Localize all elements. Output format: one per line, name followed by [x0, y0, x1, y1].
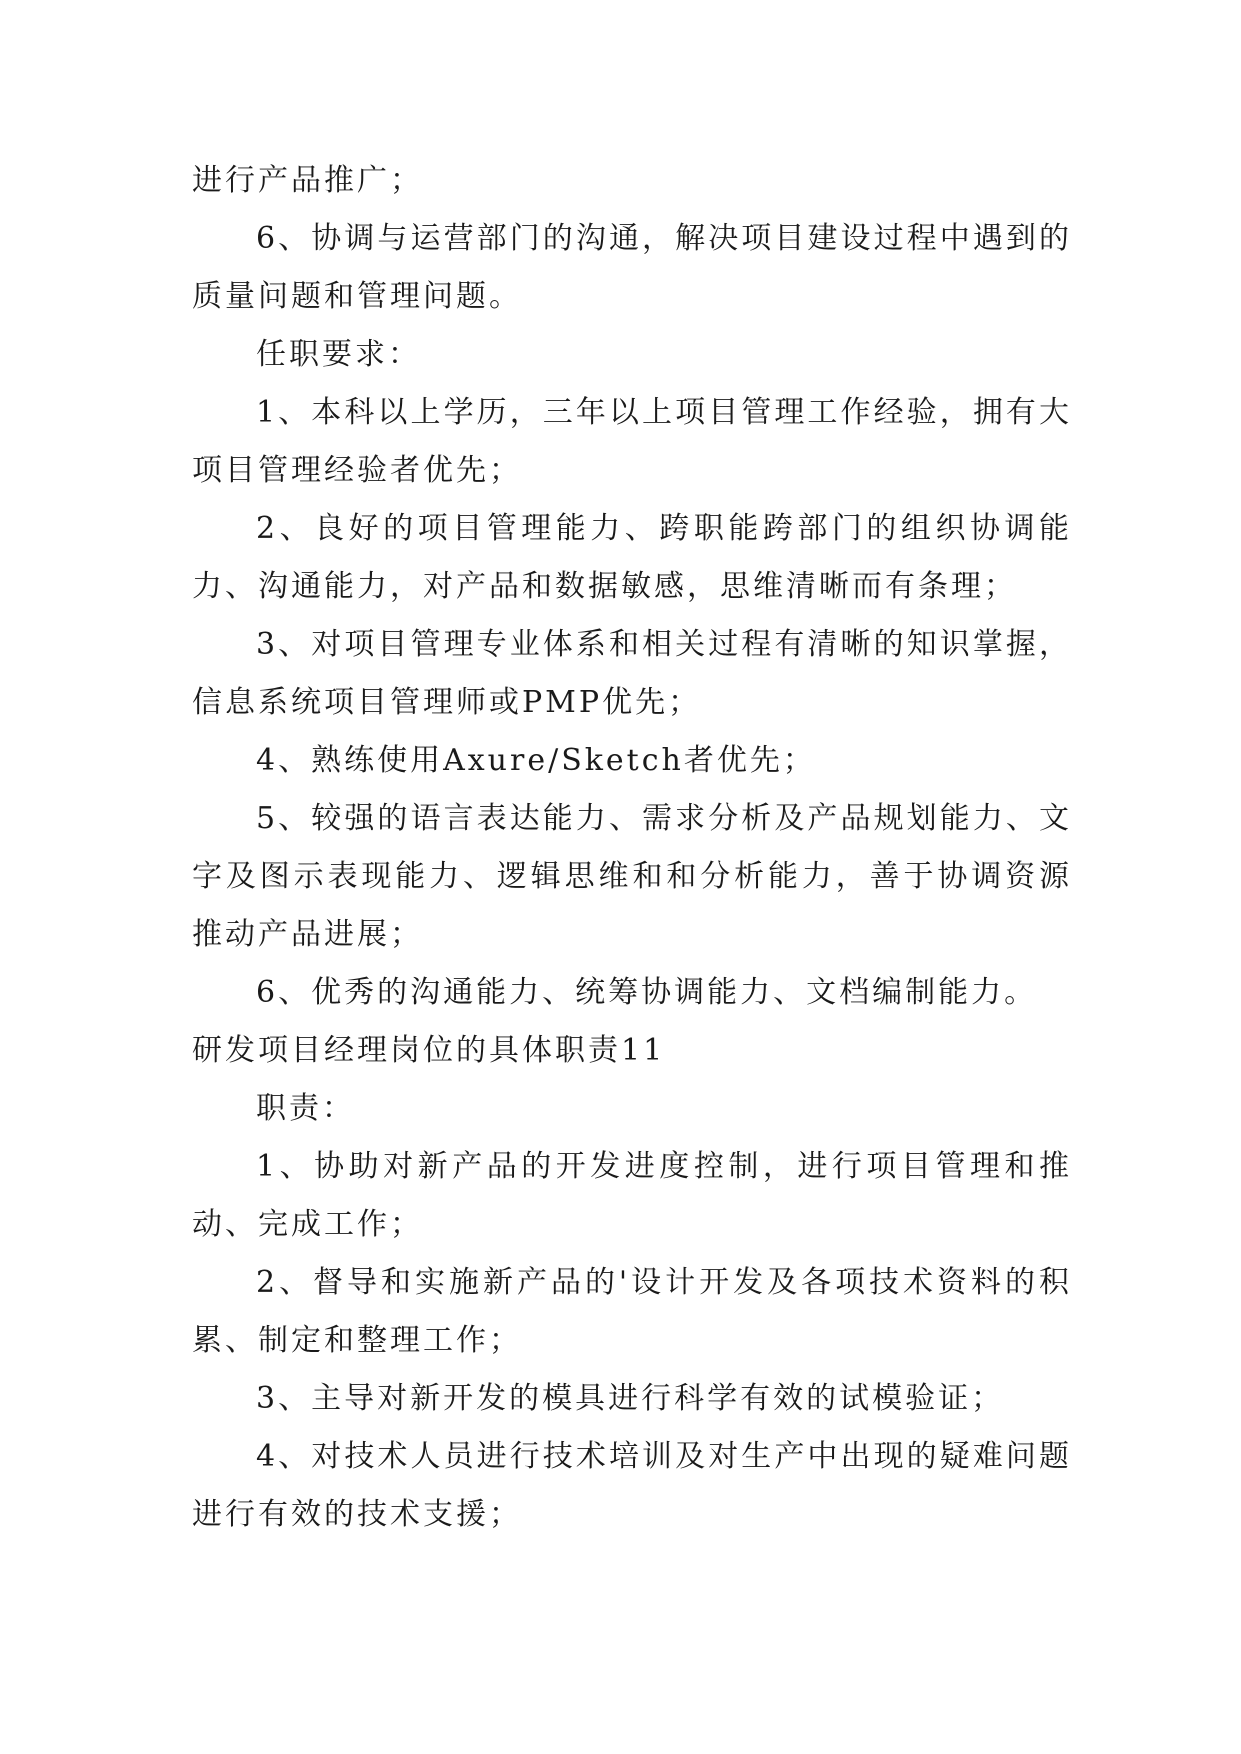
paragraph-13: 2、督导和实施新产品的'设计开发及各项技术资料的积累、制定和整理工作；	[192, 1265, 1072, 1358]
paragraph-14: 3、主导对新开发的模具进行科学有效的试模验证；	[256, 1381, 1005, 1416]
paragraph-6: 3、对项目管理专业体系和相关过程有清晰的知识掌握，信息系统项目管理师或PMP优先；	[192, 627, 1072, 720]
paragraph-2: 6、协调与运营部门的沟通，解决项目建设过程中遇到的质量问题和管理问题。	[192, 221, 1072, 314]
paragraph-5: 2、良好的项目管理能力、跨职能跨部门的组织协调能力、沟通能力，对产品和数据敏感，思维清晰而有条理；	[192, 511, 1072, 604]
paragraph-15: 4、对技术人员进行技术培训及对生产中出现的疑难问题进行有效的技术支援；	[192, 1439, 1072, 1532]
paragraph-1: 进行产品推广；	[192, 163, 423, 198]
paragraph-4: 1、本科以上学历，三年以上项目管理工作经验，拥有大项目管理经验者优先；	[192, 395, 1072, 488]
paragraph-8: 5、较强的语言表达能力、需求分析及产品规划能力、文字及图示表现能力、逻辑思维和和分析能力，善于协调资源推动产品进展；	[192, 801, 1072, 952]
paragraph-12: 1、协助对新产品的开发进度控制，进行项目管理和推动、完成工作；	[192, 1149, 1072, 1242]
document-body	[192, 152, 1072, 1544]
section-heading-duties: 职责：	[256, 1091, 355, 1126]
section-heading-requirements: 任职要求：	[256, 337, 421, 372]
section-title: 研发项目经理岗位的具体职责11	[192, 1033, 666, 1068]
paragraph-9: 6、优秀的沟通能力、统筹协调能力、文档编制能力。	[256, 975, 1038, 1010]
paragraph-7: 4、熟练使用Axure/Sketch者优先；	[256, 743, 816, 778]
